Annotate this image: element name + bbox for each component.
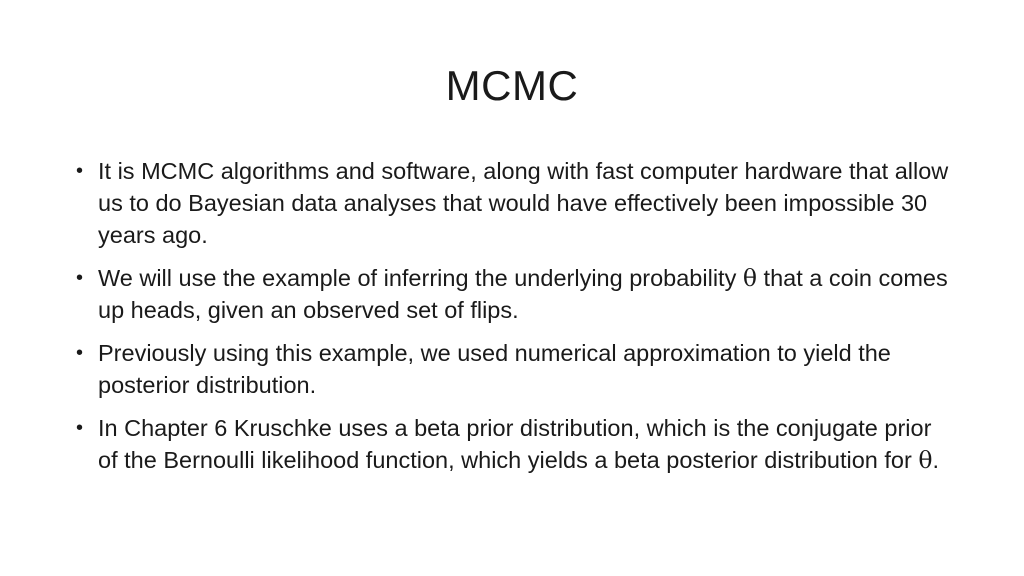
bullet-item-coin-example (74, 262, 954, 326)
bullet-icon: • (76, 160, 84, 182)
theta-symbol: θ (742, 264, 758, 292)
theta-symbol: θ (918, 446, 933, 474)
bullet-item-numerical-approximation (74, 337, 954, 401)
slide-title: MCMC (445, 62, 579, 109)
bullet-item-beta-prior (74, 412, 954, 476)
bullet-item-hardware (74, 155, 954, 251)
bullet-list (74, 155, 954, 487)
bullet-text-before: In Chapter 6 Kruschke uses a beta prior distribution, which is the conjugate prior of the Bernoulli likelihood function, which yields a beta posterior distribution for (98, 415, 932, 473)
bullet-icon: • (76, 342, 84, 364)
bullet-text: It is MCMC algorithms and software, along with fast computer hardware that allow us to do Bayesian data analyses that would have effectively been impossible 30 years ago. (98, 158, 949, 248)
bullet-text-before: We will use the example of inferring the underlying probability (98, 265, 743, 291)
bullet-text-after: that a coin comes up heads, given an observed set of flips. (98, 265, 948, 323)
bullet-icon: • (76, 417, 84, 439)
bullet-text-after: . (932, 447, 940, 473)
bullet-icon: • (76, 267, 84, 289)
bullet-text: Previously using this example, we used numerical approximation to yield the posterior distribution. (98, 340, 891, 398)
